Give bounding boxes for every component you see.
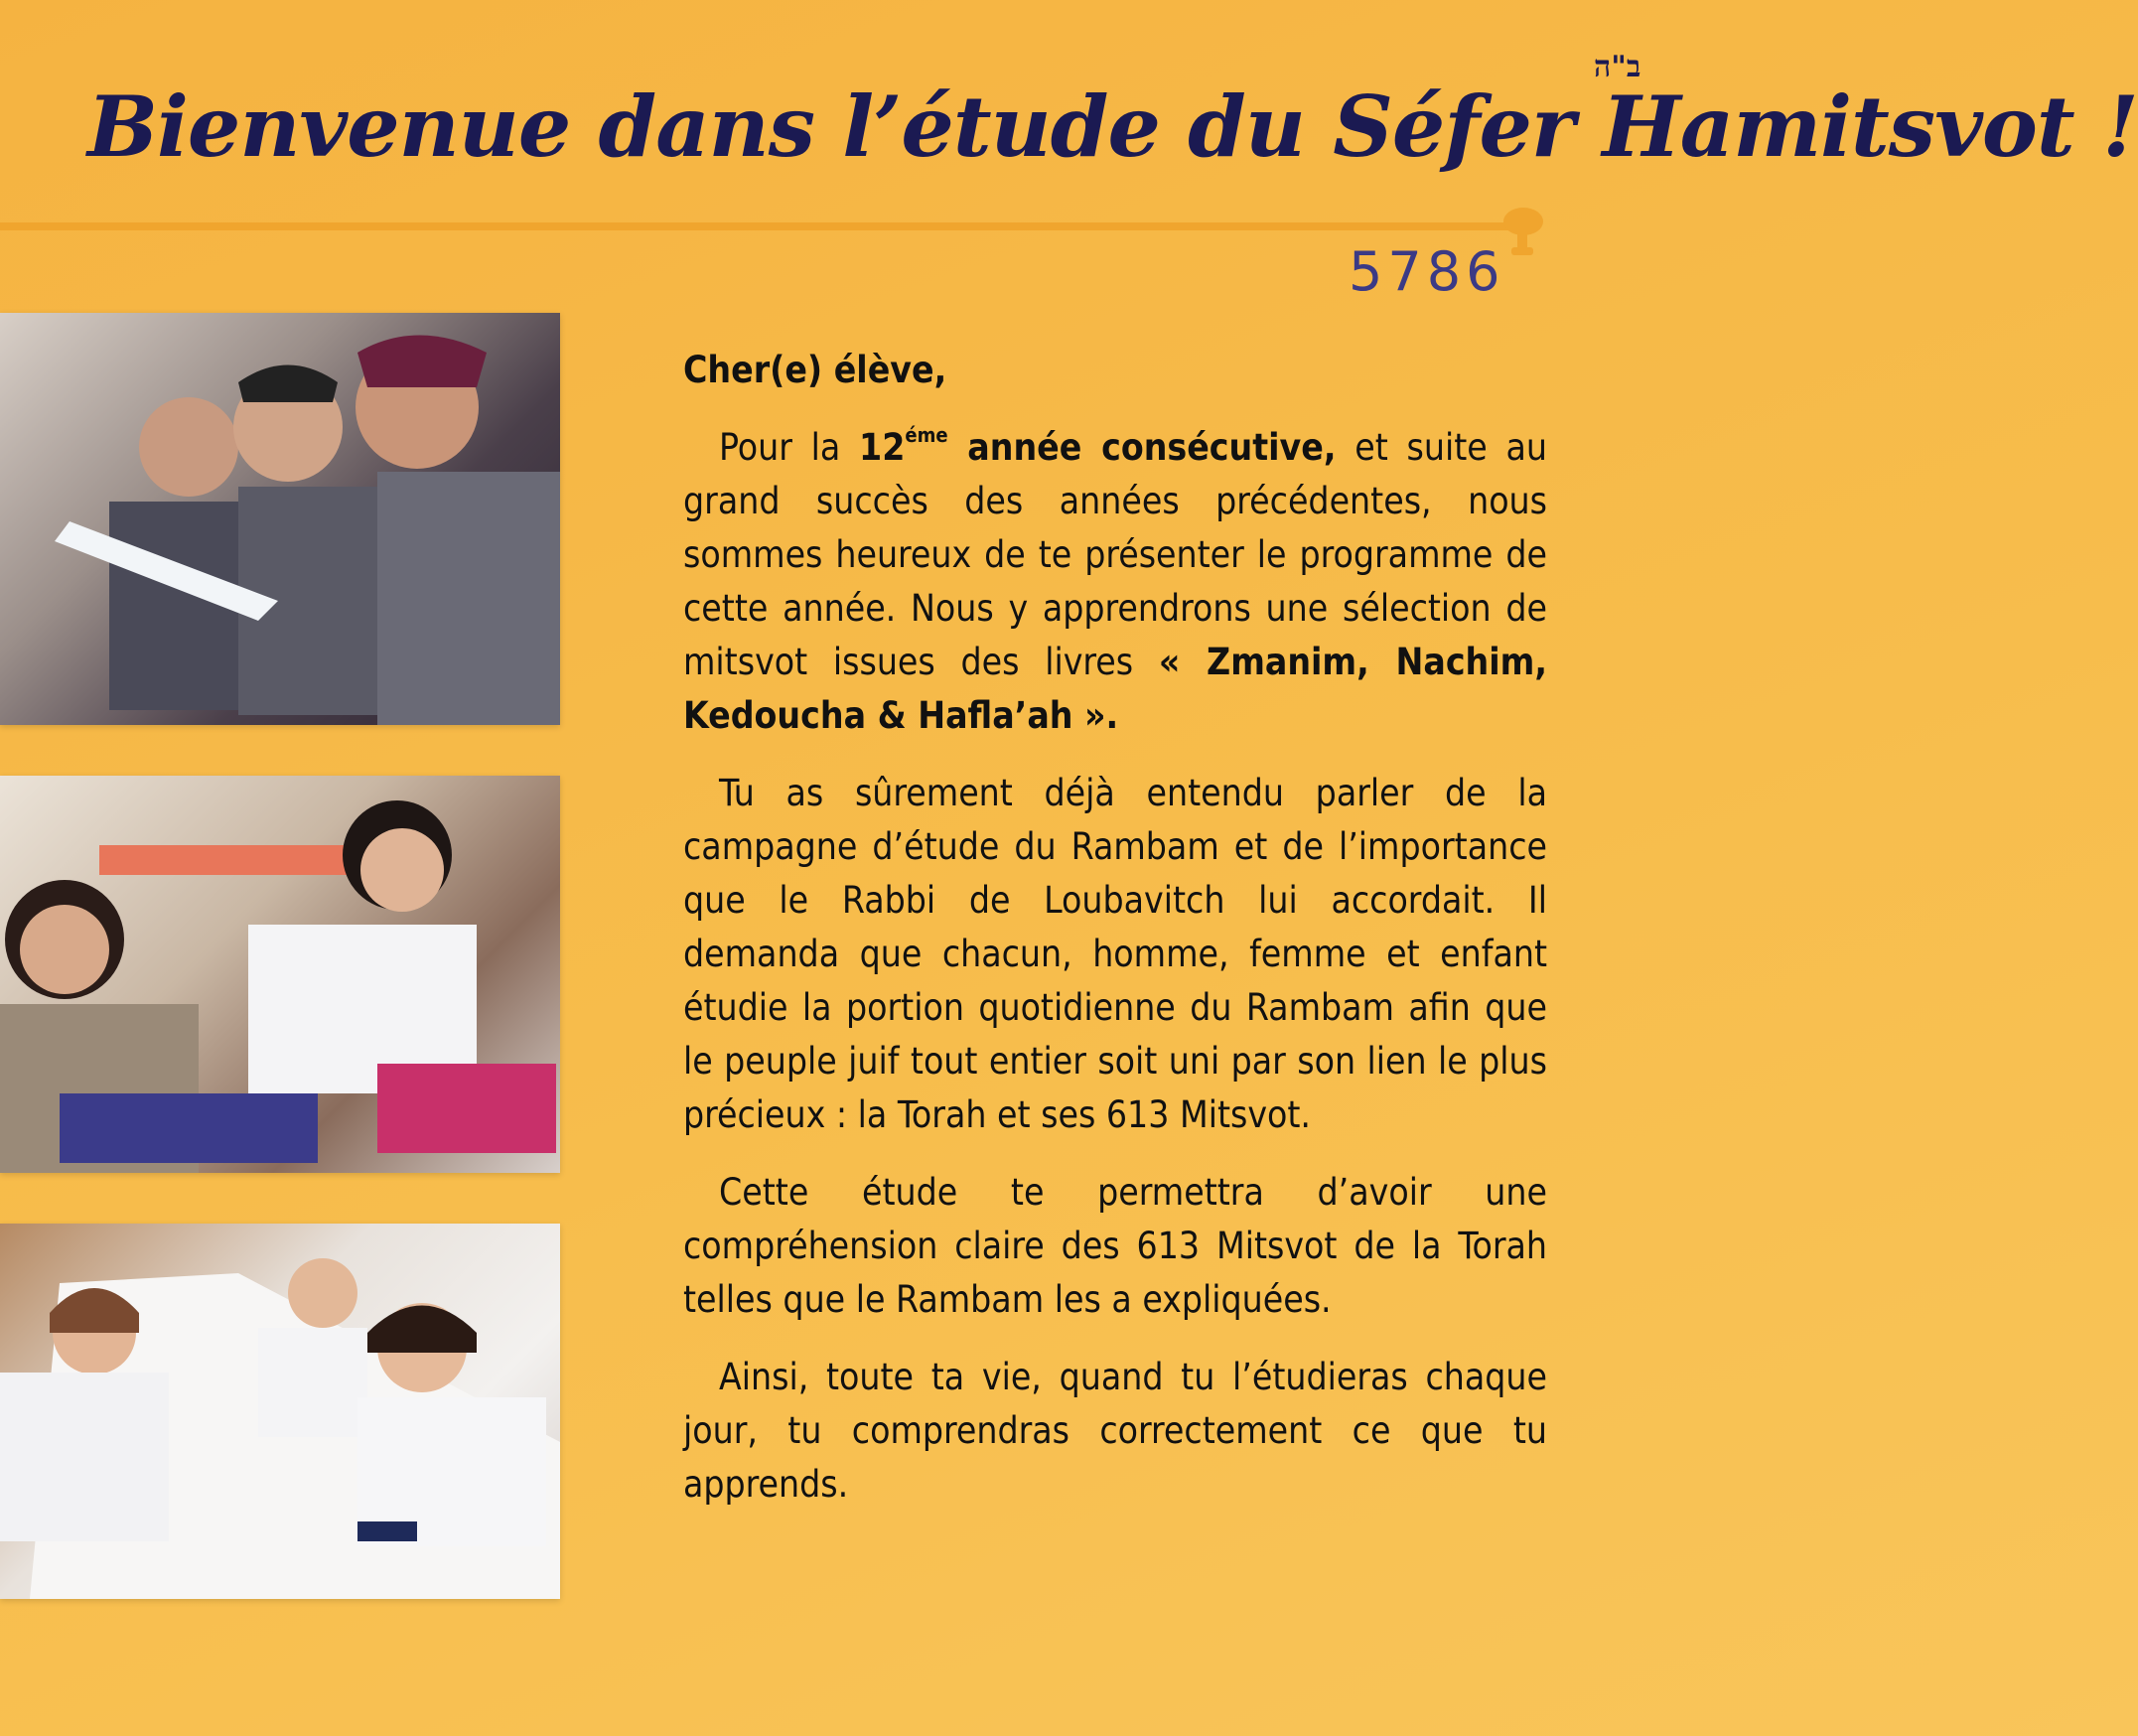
welcome-letter [683, 344, 1547, 1535]
intro-number: 12 [859, 426, 906, 469]
paragraph-conclusion: Ainsi, toute ta vie, quand tu l’étudieras chaque jour, tu comprendras correctement ce que tu apprends. [683, 1356, 1547, 1506]
hebrew-year: 5786 [1349, 240, 1505, 303]
photo-girls-studying [0, 776, 560, 1173]
title-underline [0, 220, 1529, 232]
intro-text-c: et suite au grand succès des années précédentes, nous sommes heureux de te présenter le programme de cette année. Nous y apprendrons une sélection de mitsvot issues des livres [683, 426, 1547, 683]
paragraph-campaign: Tu as sûrement déjà entendu parler de la campagne d’étude du Rambam et de l’importance que le Rabbi de Loubavitch lui accordait. Il demanda que chacun, homme, femme et enfant étudie la portion quotidienne du Rambam afin que le peuple juif tout entier soit uni par son lien le plus précieux : la Torah et ses 613 Mitsvot. [683, 772, 1547, 1136]
photo-children-writing [0, 1224, 560, 1599]
intro-ordinal: éme [905, 423, 948, 447]
paragraph-intro [683, 421, 1547, 743]
photo-boys-reading [0, 313, 560, 725]
quill-ornament-icon [1497, 204, 1547, 259]
bh-mark: ב"ה [1594, 50, 1641, 84]
intro-books: « Zmanim, Nachim, Kedoucha & Hafla’ah ». [683, 641, 1547, 737]
intro-emphasis: année consécutive, [947, 426, 1337, 469]
greeting: Cher(e) élève, [683, 349, 947, 391]
intro-text-a: Pour la [719, 426, 860, 469]
paragraph-understanding: Cette étude te permettra d’avoir une compréhension claire des 613 Mitsvot de la Torah telles que le Rambam les a expliquées. [683, 1171, 1547, 1321]
page-title: Bienvenue dans l’étude du Séfer Hamitsvot ! [87, 77, 2138, 176]
